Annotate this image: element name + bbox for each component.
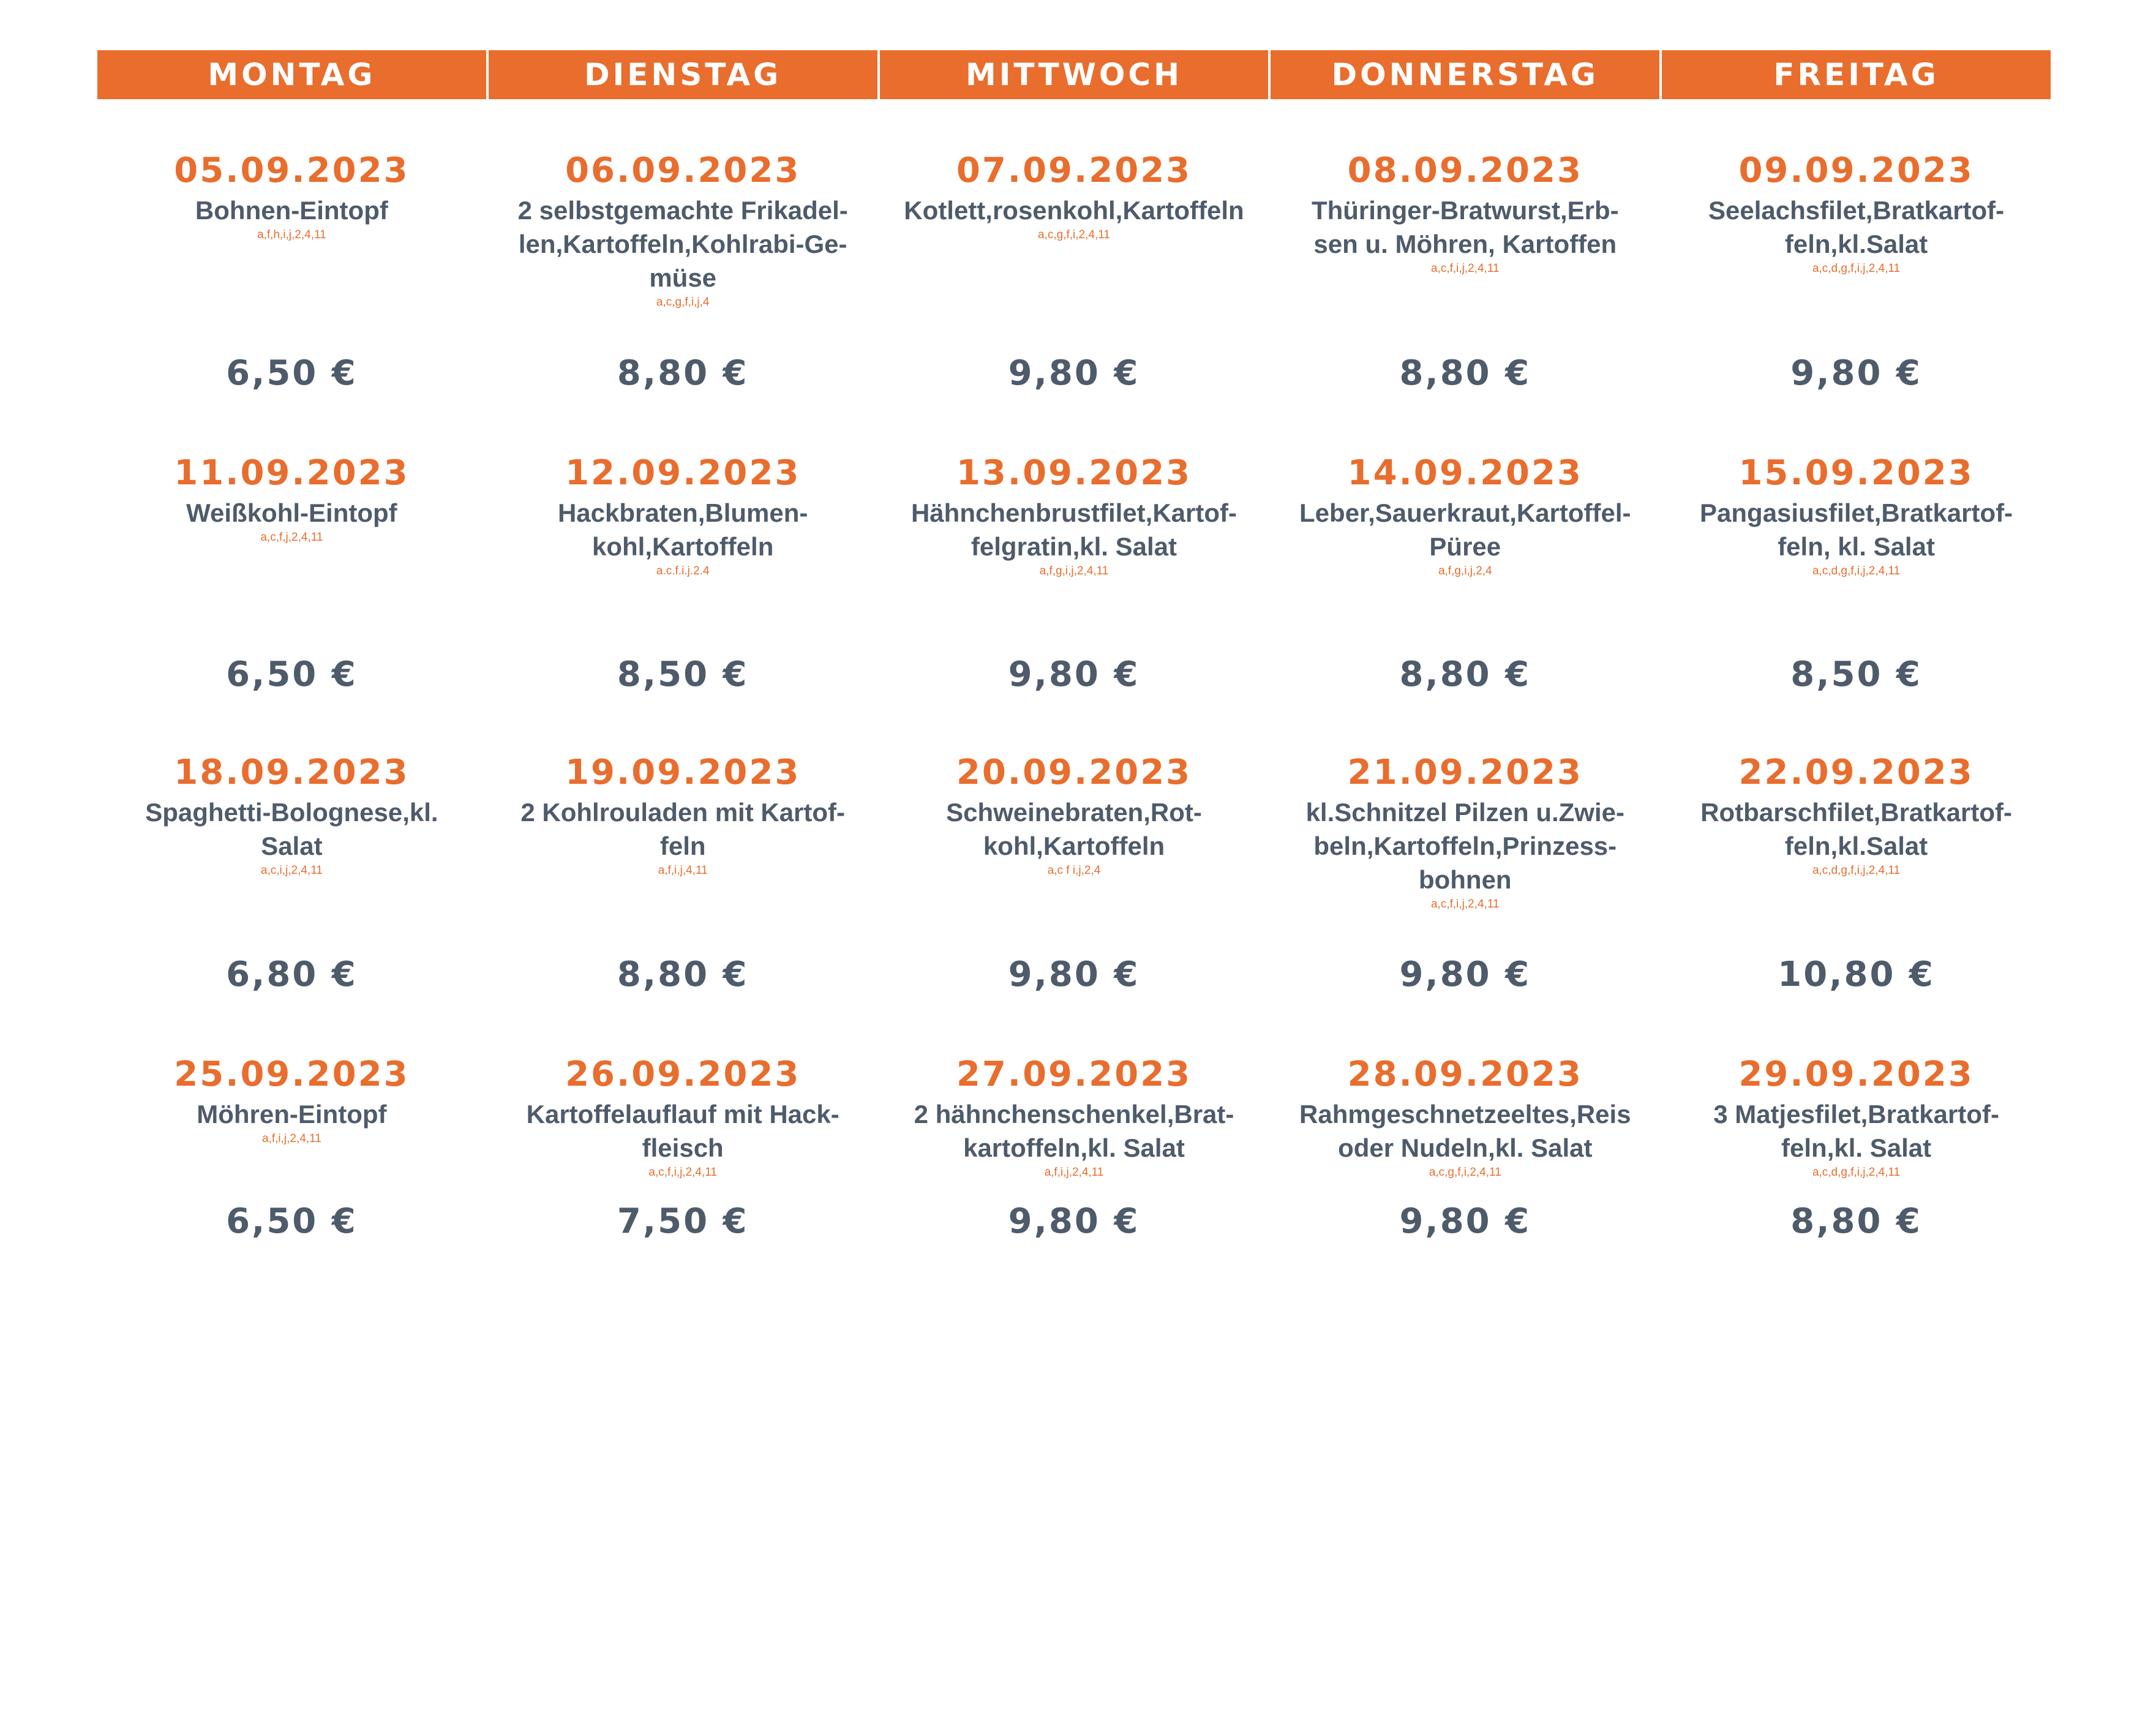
menu-cell-monday (97, 1054, 486, 1263)
menu-price: 8,80 € (617, 353, 749, 393)
menu-cell-wednesday (880, 151, 1269, 408)
menu-cell-friday (1662, 1054, 2051, 1263)
menu-dish: 2 selbstgemachte Frikadel- len,Kartoffeln,Kohlrabi-Ge- müse (517, 196, 848, 292)
menu-dish: Hackbraten,Blumen- kohl,Kartoffeln (557, 498, 808, 561)
menu-date: 07.09.2023 (956, 151, 1192, 190)
menu-date: 05.09.2023 (174, 151, 410, 190)
menu-allergens: a,c,d,g,f,i,j,2,4,11 (1812, 1166, 1901, 1179)
menu-dish: Spaghetti-Bolognese,kl. Salat (145, 798, 438, 860)
menu-date: 08.09.2023 (1347, 151, 1583, 190)
menu-cell-friday (1662, 453, 2051, 710)
menu-cell-monday (97, 453, 486, 710)
menu-dish: Möhren-Eintopf (197, 1100, 387, 1129)
menu-price: 9,80 € (1008, 655, 1140, 694)
menu-price: 8,50 € (1790, 655, 1922, 694)
menu-date: 19.09.2023 (565, 753, 801, 792)
menu-date: 15.09.2023 (1738, 453, 1974, 493)
menu-date: 27.09.2023 (956, 1054, 1192, 1094)
menu-cell-monday (97, 151, 486, 408)
menu-dish: Rahmgeschnetzeeltes,Reis oder Nudeln,kl. Salat (1299, 1100, 1631, 1162)
menu-cell-wednesday (880, 453, 1269, 710)
weekday-header-row (97, 50, 2051, 99)
menu-date: 29.09.2023 (1738, 1054, 1974, 1094)
day-header-thursday: DONNERSTAG (1271, 50, 1659, 99)
menu-allergens: a,c,f,i,j,2,4,11 (648, 1166, 717, 1179)
menu-dish: Kartoffelauflauf mit Hack- fleisch (526, 1100, 839, 1162)
menu-price: 9,80 € (1008, 1201, 1140, 1241)
menu-dish: Rotbarschfilet,Bratkartof- feln,kl.Salat (1700, 798, 2012, 860)
day-header-monday: MONTAG (97, 50, 486, 99)
menu-cell-monday (97, 753, 486, 1010)
week-row-2 (97, 453, 2051, 710)
menu-date: 06.09.2023 (565, 151, 801, 190)
menu-allergens: a,c f i,j,2,4 (1047, 864, 1101, 877)
menu-cell-tuesday (489, 453, 877, 710)
menu-dish: 3 Matjesfilet,Bratkartof- feln,kl. Salat (1713, 1100, 1999, 1162)
menu-price: 7,50 € (617, 1201, 749, 1241)
menu-price: 10,80 € (1778, 955, 1935, 994)
menu-allergens: a,c,d,g,f,i,j,2,4,11 (1812, 262, 1901, 275)
menu-allergens: a.c.f.i.j.2.4 (656, 565, 710, 577)
day-header-wednesday: MITTWOCH (880, 50, 1269, 99)
menu-dish: Leber,Sauerkraut,Kartoffel- Püree (1299, 498, 1631, 561)
menu-date: 13.09.2023 (956, 453, 1192, 493)
menu-cell-wednesday (880, 753, 1269, 1010)
menu-dish: Seelachsfilet,Bratkartof- feln,kl.Salat (1708, 196, 2005, 258)
menu-allergens: a,c,f,i,j,2,4,11 (1430, 898, 1500, 911)
menu-price: 6,50 € (226, 655, 358, 694)
menu-date: 11.09.2023 (174, 453, 410, 493)
week-row-3 (97, 753, 2051, 1010)
menu-allergens: a,c,i,j,2,4,11 (260, 864, 323, 877)
menu-price: 8,80 € (1399, 353, 1531, 393)
menu-allergens: a,c,g,f,i,2,4,11 (1038, 228, 1110, 241)
menu-dish: 2 hähnchenschenkel,Brat- kartoffeln,kl. Salat (914, 1100, 1234, 1162)
menu-cell-friday (1662, 753, 2051, 1010)
menu-date: 21.09.2023 (1347, 753, 1583, 792)
menu-price: 9,80 € (1008, 353, 1140, 393)
menu-price: 9,80 € (1399, 1201, 1531, 1241)
menu-price: 9,80 € (1008, 955, 1140, 994)
menu-date: 09.09.2023 (1738, 151, 1974, 190)
menu-date: 22.09.2023 (1738, 753, 1974, 792)
menu-allergens: a,f,i,j,4,11 (658, 864, 708, 877)
day-header-friday: FREITAG (1662, 50, 2051, 99)
menu-cell-tuesday (489, 753, 877, 1010)
menu-cell-wednesday (880, 1054, 1269, 1263)
menu-allergens: a,c,g,f,i,2,4,11 (1429, 1166, 1501, 1179)
menu-price: 9,80 € (1790, 353, 1922, 393)
day-header-tuesday: DIENSTAG (489, 50, 877, 99)
menu-allergens: a,f,h,i,j,2,4,11 (257, 228, 326, 241)
menu-dish: Schweinebraten,Rot- kohl,Kartoffeln (946, 798, 1202, 860)
menu-cell-tuesday (489, 151, 877, 408)
menu-allergens: a,c,f,i,j,2,4,11 (1430, 262, 1500, 275)
menu-price: 6,50 € (226, 1201, 358, 1241)
menu-allergens: a,c,d,g,f,i,j,2,4,11 (1812, 864, 1901, 877)
menu-cell-thursday (1271, 453, 1659, 710)
menu-dish: 2 Kohlrouladen mit Kartof- feln (520, 798, 846, 860)
menu-price: 6,50 € (226, 353, 358, 393)
menu-date: 28.09.2023 (1347, 1054, 1583, 1094)
menu-cell-thursday (1271, 753, 1659, 1010)
menu-cell-thursday (1271, 151, 1659, 408)
week-row-1 (97, 151, 2051, 408)
menu-dish: Bohnen-Eintopf (195, 196, 388, 225)
menu-date: 25.09.2023 (174, 1054, 410, 1094)
menu-dish: Hähnchenbrustfilet,Kartof- felgratin,kl. Salat (911, 498, 1237, 561)
menu-price: 6,80 € (226, 955, 358, 994)
menu-allergens: a,f,g,i,j,2,4 (1438, 565, 1492, 577)
menu-price: 8,80 € (1399, 655, 1531, 694)
menu-date: 14.09.2023 (1347, 453, 1583, 493)
menu-cell-thursday (1271, 1054, 1659, 1263)
menu-allergens: a,f,g,i,j,2,4,11 (1039, 565, 1109, 577)
menu-price: 9,80 € (1399, 955, 1531, 994)
menu-dish: Thüringer-Bratwurst,Erb- sen u. Möhren, Kartoffen (1311, 196, 1619, 258)
menu-dish: Pangasiusfilet,Bratkartof- feln, kl. Salat (1700, 498, 2013, 561)
menu-allergens: a,f,i,j,2,4,11 (1044, 1166, 1104, 1179)
menu-allergens: a,c,d,g,f,i,j,2,4,11 (1812, 565, 1901, 577)
menu-allergens: a,c,f,j,2,4,11 (260, 531, 323, 544)
menu-price: 8,80 € (617, 955, 749, 994)
menu-dish: kl.Schnitzel Pilzen u.Zwie- beln,Kartoffeln,Prinzess- bohnen (1305, 798, 1624, 894)
menu-price: 8,50 € (617, 655, 749, 694)
menu-cell-tuesday (489, 1054, 877, 1263)
menu-cell-friday (1662, 151, 2051, 408)
menu-allergens: a,f,i,j,2,4,11 (261, 1132, 321, 1145)
menu-date: 12.09.2023 (565, 453, 801, 493)
menu-allergens: a,c,g,f,i,j,4 (656, 296, 710, 309)
menu-price: 8,80 € (1790, 1201, 1922, 1241)
menu-date: 18.09.2023 (174, 753, 410, 792)
menu-date: 20.09.2023 (956, 753, 1192, 792)
menu-dish: Kotlett,rosenkohl,Kartoffeln (904, 196, 1244, 225)
week-row-4 (97, 1054, 2051, 1263)
menu-dish: Weißkohl-Eintopf (186, 498, 397, 527)
menu-date: 26.09.2023 (565, 1054, 801, 1094)
